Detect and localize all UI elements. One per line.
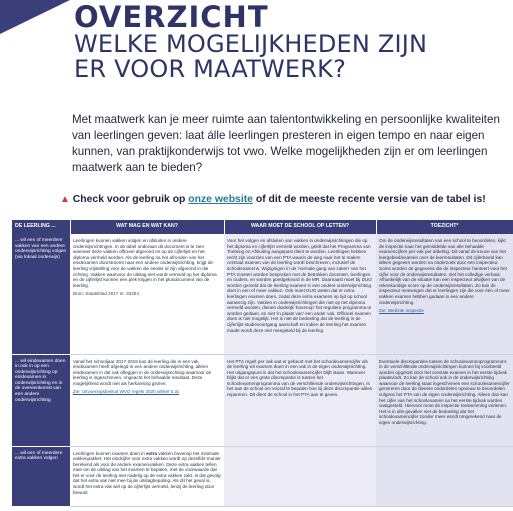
cell-text-pre: Leerlingen kunnen examen doen in: [73, 450, 145, 456]
table-row: [12, 354, 513, 446]
table-row: [12, 234, 513, 354]
table-cell: [376, 354, 513, 446]
table-cell: [70, 234, 224, 354]
cell-text-post: vakken bovenop het minimale vakkenpakket. Het eindcijfer voor extra vakken wordt op dezelfde manier berekend als voor de andere examenvakken. Deze extra vakken tellen mee om de uitslag van het examen te bepalen, met de voorwaarde dat het er voor de leerling niet nadelig op de extra vakken zakt. Is dat gevolg dat het extra vak niet mee bij de uitslagbepaling. Als dit het geval is, wordt het extra vak wel op de cijferlijst vermeld, tenzij de leerling door bewust: [73, 450, 221, 495]
table-cell: [224, 354, 376, 446]
check-text-before: Check voor gebruik op: [72, 194, 186, 205]
cell-text-highlight: extra: [146, 450, 158, 456]
website-link[interactable]: onze website: [188, 194, 253, 205]
warning-icon: ▲: [60, 194, 70, 205]
cell-text: Eventuele discrepanties tussen de schoolexamenprogramma's in de verschillende onderwijsrichtingen kunnen bij voorbeeld worden opgelost door het centrale examen in het eerste tijdvak plaatsvindt. Zo kan de school ook in de onderwijsrichting waarvoor de leerling staat ingeschreven een schoolexamencijfer genereren door de diverse onderdelen opnieuw te beoordelen volgens het PTA van de eigen onderwijsrichting. Alleen dan kan het cijfer van het schoolexamen na het eerste tijdvak worden vastgesteld. Hiervoor moet de inspectie toestemming verlenen. Het is in alle gevallen niet de bedoeling dat het schoolexamencijfer zonder meer wordt omgerekend naar de eigen onderwijsrichting.: [379, 358, 510, 426]
row-label: ... wil een of meerdere vakken van een andere onderwijsrichting volgen (via lokaal onderwijs): [12, 234, 70, 354]
cell-text: Om de onderwijsresultaten van een school te beoordelen, kijkt de inspectie naar het gemiddelde van alle behaalde examencijfers per vak per afdeling. Dit vanaf de keuze van het leergebied/examen over de leerresultaten. Dit cijferbeeld kan alleen gegeven worden na onderzoek door een inspecteur. Soms worden de gegevens die de inspecteur hanteert voor het cijfer voor de onderwijsresultaten, niet het volledige verhaal. Afhankelijk van de situatie kan een inspecteur afwijken van de rekenkundige score op de onderwijsresultaten. Zo kan de inspecteur meewegen dat er leerlingen zijn die voor één of meer vakken examen hebben gedaan in een andere onderwijsrichting.: [379, 238, 510, 305]
row-label: ... wil eindexamen doen in ook in op een onderwijsrichting op eindexamen in onderwijsrichting en in de overeenkomst van een andere onderwijsrichting: [12, 354, 70, 446]
uitvoeringsbesluit-link[interactable]: Zie: Uitvoeringsbesluit WVO regels 2020 artikel 5.3c: [73, 389, 180, 395]
table-cell: [376, 446, 513, 506]
table-cell: [70, 354, 224, 446]
column-header-toezicht: TOEZICHT*: [376, 220, 513, 234]
cell-source: [73, 389, 221, 395]
column-header-school-letten: WAAR MOET DE SCHOOL OP LETTEN?: [224, 220, 376, 234]
check-text-after: of dit de meeste recente versie van de tabel is!: [255, 194, 486, 205]
table-cell: [224, 446, 376, 506]
table-cell: [376, 234, 513, 354]
page-subtitle-line-1: WELKE MOGELIJKHEDEN ZIJN: [74, 30, 428, 58]
inspectie-link[interactable]: Zie: Website inspectie: [379, 308, 424, 314]
header-accent-shape: [0, 0, 70, 34]
table-cell: [70, 446, 224, 506]
cell-text: Leerlingen kunnen vakken volgen en afsluiten in andere onderwijsrichtingen. In de tabel onderaan dit document is te zien wanneer deze vakken officieel afgerond en op de cijferlijst en het diploma vermeld worden. Als de leerling na het afronden van het eindexamen doorstroomt naar een andere onderwijsrichting, krijgt de leerling vrijstelling voor de vakken die eerder al zijn afgerond in die richting. Vakken waarvoor de uitslag niet wordt vermeld op het diploma en de cijferlijst kunnen een plek krijgen in het plusdocument van de leerling.: [73, 238, 217, 288]
cell-text: Het PTA regelt per vak wat er gebeurt met het schoolexamencijfer als de leerling wil examen doen in een vak in de eigen onderwijsrichting. Het uitgangspunt is dat het schoolexamencijfer blijft staan. Wanneer blijkt dat er een grote discrepantie is tussen het schoolexamenprogramma van de verschillende onderwijsrichtingen, is het aan de school om vooraf te bepalen hoe zij deze discrepantie willen repareren. Dit dient de school in het PTA aan te geven.: [227, 358, 373, 398]
intro-paragraph: Met maatwerk kan je meer ruimte aan talentontwikkeling en persoonlijke kwaliteiten van leerlingen geven: laat álle leerlingen presteren in eigen tempo en naar eigen kunnen, van praktijkonderwijs tot vwo. Welke mogelijkheden zijn er om leerlingen maatwerk aan te bieden?: [72, 113, 500, 174]
cell-text: Vanaf het schooljaar 2017-2018 kan de leerling die in een vak eindexamen heeft afgelegd in een andere onderwijsrichting, alleen eindexamen in dat vak afleggen in de onderwijsrichting waarvoor de leerling is ingeschreven, ongeacht het behaalde resultaat. Deze mogelijkheid wordt niet als herkansing gezien.: [73, 358, 212, 386]
page-header: [74, 2, 507, 82]
maatwerk-table: [12, 220, 513, 507]
table-header-row: [12, 220, 513, 234]
page-title: OVERZICHT: [74, 0, 269, 34]
column-header-wat-mag: WAT MAG EN WAT KAN?: [70, 220, 224, 234]
row-label: ... wil een of meerdere extra vakken volgen: [12, 446, 70, 506]
cell-source: [379, 308, 510, 314]
table-cell: [224, 234, 376, 354]
version-check-notice: [60, 193, 510, 207]
cell-text: Voor het volgen en afsluiten van vakken in onderwijsrichtingen die op het diploma en cijferlijst vermeld worden, geldt dat het Programma van Toetsing en Afsluiting aangepast dient te worden. Leerlingen hebben recht zijn voorzien van een PTA waarin de weg naar het te maken centraal examen van de leerling wordt beschreven, inclusief de schoolexamens. Wijzigingen in de 'normale gang van zaken' van het PTA moeten worden besproken met de betrokken docenten, leerlingen en ouders, en worden goedgekeurd in de MR. Daarnaast moet bij DUO worden gemeld dat de leerling examen in een andere onderwijsrichting doet in een of meer vakken. Ook moet DUO weten dat er extra leerlingen examen doen, zodat deze extra examens op tijd op school aanwezig zijn. Vakken in onderwijsrichtingen die niet op het diploma vermeld worden, dienen duidelijk 'bovenop' het reguliere programma te worden gedaan, en niet 'in plaats van' een ander vak. Officieel examen doen is niet mogelijk. Het is niet de bedoeling dat de leerling in de cijferlijst studievoortgang aanschaft en indien de leerling het examen maakt wordt deze niet meegeteld bij de leerling.: [227, 238, 372, 333]
table-row: [12, 446, 513, 506]
cell-text: [73, 451, 221, 496]
page-subtitle-line-2: ER VOOR MAATWERK?: [74, 55, 347, 83]
cell-source: Bron: Staatsblad 2017 nr. 33254: [73, 291, 139, 297]
column-header-leerling: DE LEERLING ...: [12, 220, 70, 234]
